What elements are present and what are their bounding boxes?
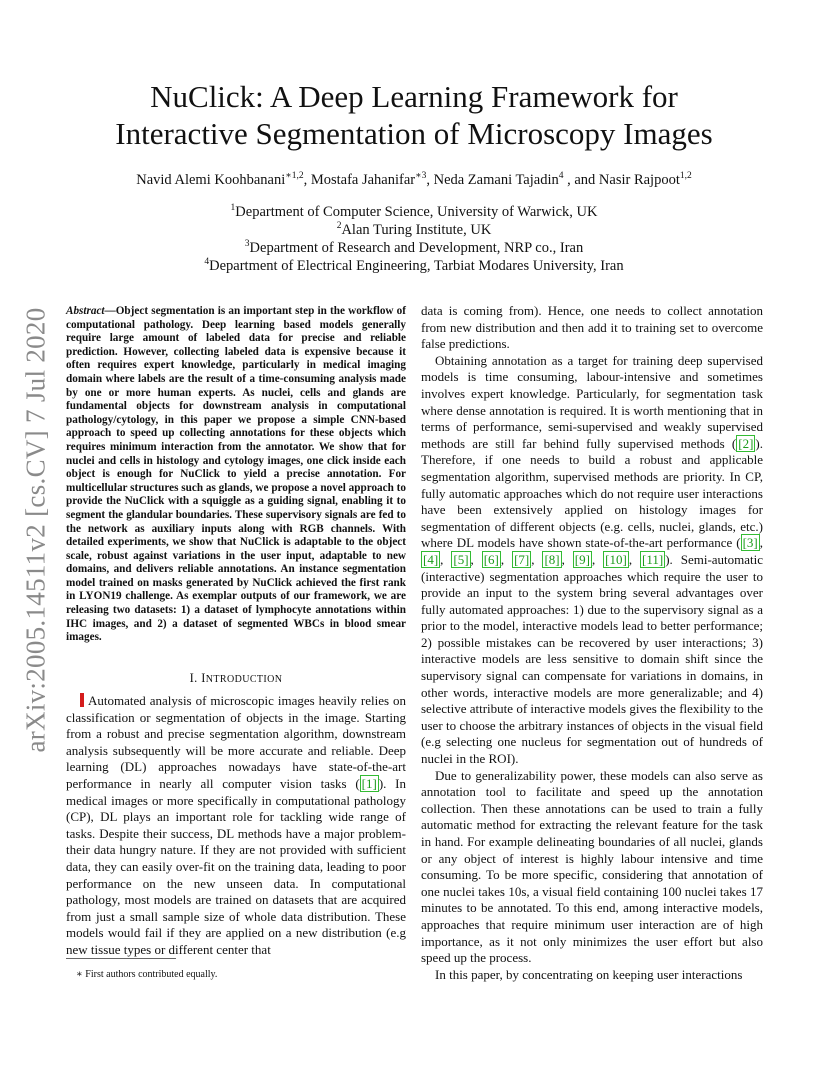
- citation-link[interactable]: [11]: [642, 551, 664, 567]
- author-separator: ,: [426, 172, 434, 188]
- paragraph-text: ). Semi-automatic (interactive) segmentation approaches which require the user to provide an input to the system bring several advantages over fully automated approaches: 1) due to the supervisory signal as a prior to the model, interactive models lead to better performance; 2) possible mistakes can be recovered by user interactions; 3) interactive models are less sensitive to domain shift since the supervisory signal can compensate for variations in domains, in other words, interactive models are more generalizable; and 4) selective attribute of interactive models gives the flexibility to the user to choose the arbitrary instances of objects in the visual field (e.g selecting one nucleus for segmentation out of hundreds of nuclei in the ROI).: [421, 551, 764, 767]
- abstract: [66, 305, 406, 645]
- paragraph-text: ). Therefore, if one needs to build a robust and applicable segmentation algorithm, supervised methods are priority. In CP, fully automatic approaches which do not require user interactions have been extensively applied on histology images for segmentation of different objects (e.g. cells, nuclei, glands, etc.) where DL models have shown state-of-the-art performance (: [421, 435, 763, 551]
- citation-link[interactable]: [3]: [742, 535, 758, 551]
- affiliation-text: Department of Electrical Engineering, Tarbiat Modares University, Iran: [209, 258, 624, 274]
- author-name: Nasir Rajpoot: [598, 172, 680, 188]
- author-affiliation-sup: 4: [558, 171, 564, 182]
- arxiv-identifier: [16, 300, 56, 760]
- abstract-lead: Abstract: [66, 305, 105, 317]
- author-separator: , and: [563, 172, 599, 188]
- paragraph-text: Automated analysis of microscopic images heavily relies on classification or segmentation of objects in the image. Starting from a robust and precise segmentation algorithm, downstream analysis subsequently will be more accurate and reliable. Deep learning (DL) approaches nowadays have state-of-the-art performance in nearly all computer vision tasks (: [66, 693, 406, 791]
- citation-link[interactable]: [8]: [544, 551, 560, 567]
- affiliation-sup: 4: [204, 257, 210, 268]
- affiliation: [60, 257, 768, 275]
- arxiv-identifier-text: arXiv:2005.14511v2 [cs.CV] 7 Jul 2020: [20, 307, 51, 753]
- affiliation-text: Alan Turing Institute, UK: [341, 222, 492, 238]
- footnote-rule: [66, 958, 176, 959]
- section-first-letter: I: [201, 671, 206, 685]
- footnote: ∗ First authors contributed equally.: [76, 969, 218, 980]
- affiliation-sup: 1: [230, 203, 236, 214]
- affiliation-sup: 3: [244, 239, 250, 250]
- citation-link[interactable]: [6]: [483, 551, 499, 567]
- citation-link[interactable]: [4]: [423, 551, 439, 567]
- affiliation-sup: 2: [336, 221, 342, 232]
- citation-link[interactable]: [5]: [453, 551, 469, 567]
- author-separator: ,: [303, 172, 311, 188]
- author-name: Mostafa Jahanifar: [310, 172, 416, 188]
- section-title-rest: NTRODUCTION: [205, 674, 283, 685]
- paper-title-line-1: NuClick: A Deep Learning Framework for: [150, 79, 678, 114]
- paragraph: data is coming from). Hence, one needs to collect annotation from new distribution and then add it to training set to overcome false predictions.: [421, 303, 763, 352]
- citation-link[interactable]: [7]: [514, 551, 530, 567]
- author-affiliation-sup: ∗3: [415, 171, 427, 182]
- affiliation-list: [60, 203, 768, 275]
- author-list: [60, 172, 768, 189]
- paragraph-text: Obtaining annotation as a target for training deep supervised models is time consuming, labour-intensive and sometimes involves expert knowledge. Particularly, for segmentation task where dense annotation is required. It is worth mentioning that in terms of performance, semi-supervised and weakly supervised methods are still far behind fully supervised methods (: [421, 352, 763, 451]
- intro-left-column: [66, 693, 406, 959]
- affiliation-text: Department of Research and Development, NRP co., Iran: [249, 240, 584, 256]
- paper-title-line-2: Interactive Segmentation of Microscopy Images: [115, 116, 713, 151]
- citation-link[interactable]: [2]: [738, 435, 754, 451]
- paper-title: [70, 78, 758, 152]
- citation-group: [3] , [4] , [5] , [6] , [7] , [8] , [9] , [10] , [11]: [423, 535, 763, 567]
- affiliation-text: Department of Computer Science, University of Warwick, UK: [235, 204, 598, 220]
- section-numeral: I.: [189, 671, 198, 685]
- paragraph: [421, 353, 763, 768]
- author-affiliation-sup: ∗1,2: [285, 171, 304, 182]
- citation-link[interactable]: [10]: [605, 551, 627, 567]
- affiliation: [60, 203, 768, 221]
- author-affiliation-sup: 1,2: [679, 171, 692, 182]
- paragraph-text: ). In medical images or more specifically in computational pathology (CP), DL plays an important role for tackling wide range of tasks. Despite their success, DL methods have a major problem-their data hungry nature. If they are not provided with sufficient data, they can easily over-fit on the training data, leading to poor performance on the new unseen data. In computational pathology, most models are trained on datasets that are acquired from just a small sample size of whole data distribution. These models would fail if they are applied on a new distribution (e.g new tissue types or different center that: [66, 775, 406, 957]
- affiliation: [60, 221, 768, 239]
- paragraph: [66, 693, 406, 959]
- intro-right-column: [421, 303, 763, 983]
- paragraph: In this paper, by concentrating on keeping user interactions: [435, 966, 743, 982]
- section-heading-introduction: [66, 671, 406, 686]
- text-cursor-marker: [80, 693, 84, 707]
- citation-link[interactable]: [1]: [361, 775, 377, 791]
- paragraph: Due to generalizability power, these models can also serve as annotation tool to facilitate and speed up the annotation collection. Then these annotations can be used to train a fully automatic method for extracting the relevant feature for the task in hand. For example delineating boundaries of all nuclei, glands or any object of interest is highly labour intensive and time consuming. To be more specific, considering that annotation of one nuclei takes 10s, a visual field containing 100 nuclei takes 17 minutes to be annotated. To this end, among interactive models, approaches that require minimum user interaction are of high importance, as it not only minimizes the user effort but also speed up the process.: [421, 767, 763, 966]
- abstract-text: —Object segmentation is an important step in the workflow of computational pathology. Deep learning based models generally require large amount of labeled data for precise and reliable prediction. However, collecting labeled data is expensive because it often requires expert knowledge, particularly in medical imaging domain where labels are the result of a time-consuming analysis made by one or more human experts. As nuclei, cells and glands are fundamental objects for downstream analysis in computational pathology/cytology, in this paper we propose a simple CNN-based approach to speed up collecting annotations for these objects which requires minimum interaction from the annotator. We show that for nuclei and cells in histology and cytology images, one click inside each object is enough for NuClick to yield a precise annotation. For multicellular structures such as glands, we propose a novel approach to provide the NuClick with a squiggle as a guiding signal, enabling it to segment the glandular boundaries. These supervisory signals are fed to the network as auxiliary inputs along with RGB channels. With detailed experiments, we show that NuClick is adaptable to the object scale, robust against variations in the user input, adaptable to new domains, and delivers reliable annotations. An instance segmentation model trained on masks generated by NuClick achieved the first rank in LYON19 challenge. As exemplar outputs of our framework, we are releasing two datasets: 1) a dataset of lymphocyte annotations within IHC images, and 2) a dataset of segmented WBCs in blood smear images.: [66, 305, 406, 644]
- affiliation: [60, 239, 768, 257]
- citation-link[interactable]: [9]: [574, 551, 590, 567]
- author-name: Navid Alemi Koohbanani: [136, 172, 286, 188]
- author-name: Neda Zamani Tajadin: [433, 172, 559, 188]
